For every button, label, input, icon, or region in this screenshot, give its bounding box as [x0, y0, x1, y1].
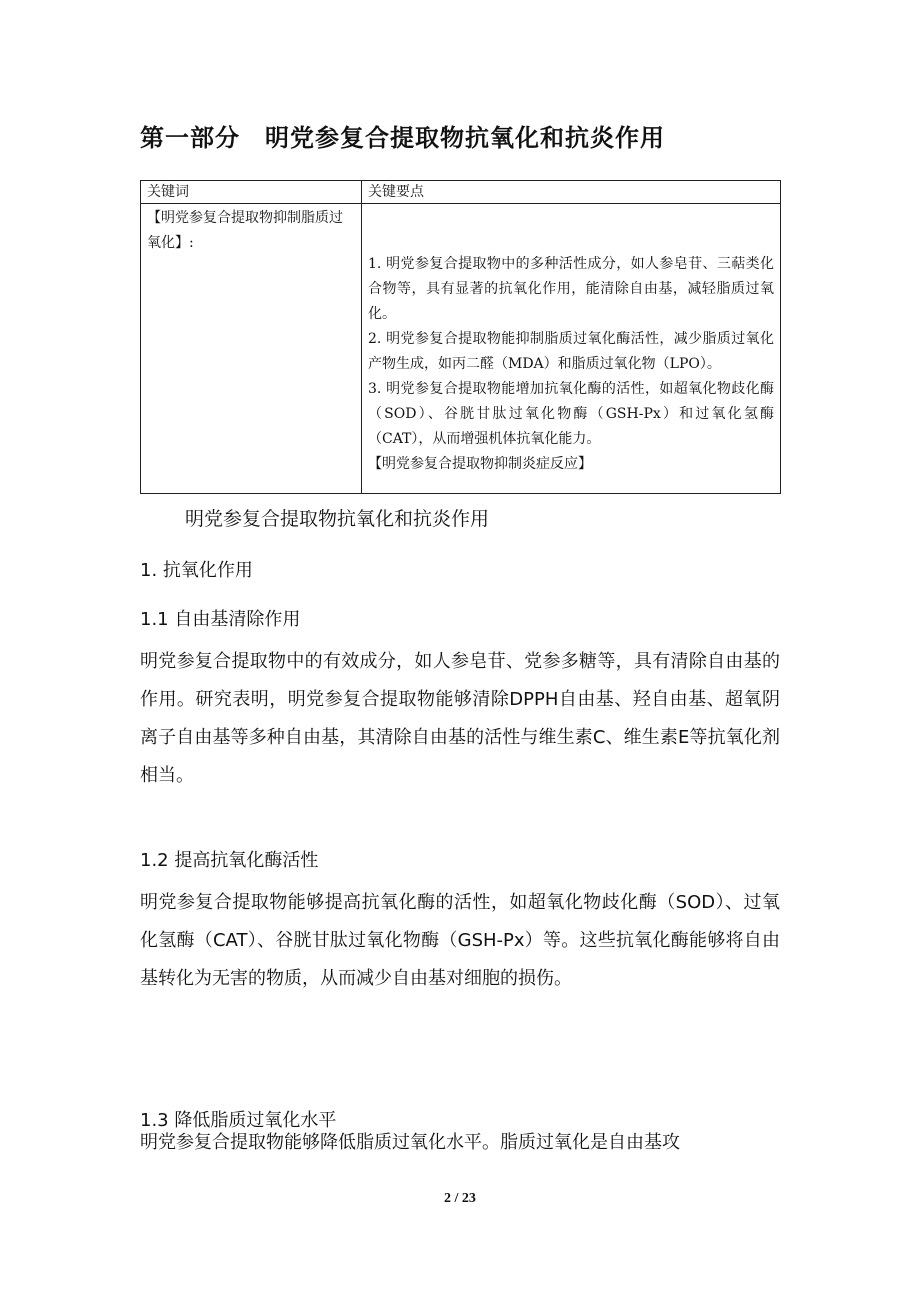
paragraph: 明党参复合提取物能够降低脂质过氧化水平。脂质过氧化是自由基攻: [140, 1132, 680, 1153]
subsection-heading: 1.3 降低脂质过氧化水平: [140, 1110, 337, 1131]
keyword-cell: 【明党参复合提取物抑制脂质过氧化】:: [141, 204, 362, 494]
subsection-heading: 1.1 自由基清除作用: [140, 609, 301, 630]
key-point: 2. 明党参复合提取物能抑制脂质过氧化酶活性，减少脂质过氧化产物生成，如丙二醛（MDA）和脂质过氧化物（LPO）。: [368, 331, 774, 372]
table-header-keyword: 关键词: [141, 181, 362, 204]
table-header-row: [141, 181, 781, 204]
subsection-heading: 1.2 提高抗氧化酶活性: [140, 850, 319, 871]
points-cell: [362, 204, 781, 494]
section-subtitle: 明党参复合提取物抗氧化和抗炎作用: [185, 508, 490, 530]
table-row: [141, 204, 781, 494]
page-title: 第一部分 明党参复合提取物抗氧化和抗炎作用: [140, 123, 665, 152]
key-point: 3. 明党参复合提取物能增加抗氧化酶的活性，如超氧化物歧化酶（SOD）、谷胱甘肽过氧化物酶（GSH-Px）和过氧化氢酶（CAT），从而增强机体抗氧化能力。: [368, 381, 774, 447]
table-header-points: 关键要点: [362, 181, 781, 204]
key-point: 【明党参复合提取物抑制炎症反应】: [368, 456, 592, 472]
paragraph: 明党参复合提取物能够提高抗氧化酶的活性，如超氧化物歧化酶（SOD）、过氧化氢酶（CAT）、谷胱甘肽过氧化物酶（GSH-Px）等。这些抗氧化酶能够将自由基转化为无害的物质，从而减少自由基对细胞的损伤。: [140, 892, 780, 989]
page-number: 2 / 23: [444, 1191, 476, 1206]
section-heading: 1. 抗氧化作用: [140, 560, 253, 581]
paragraph: 明党参复合提取物中的有效成分，如人参皂苷、党参多糖等，具有清除自由基的作用。研究表明，明党参复合提取物能够清除DPPH自由基、羟自由基、超氧阴离子自由基等多种自由基，其清除自由基的活性与维生素C、维生素E等抗氧化剂相当。: [140, 651, 780, 786]
key-point: 1. 明党参复合提取物中的多种活性成分，如人参皂苷、三萜类化合物等，具有显著的抗氧化作用，能清除自由基，减轻脂质过氧化。: [368, 256, 774, 322]
key-points-table: [140, 180, 781, 494]
